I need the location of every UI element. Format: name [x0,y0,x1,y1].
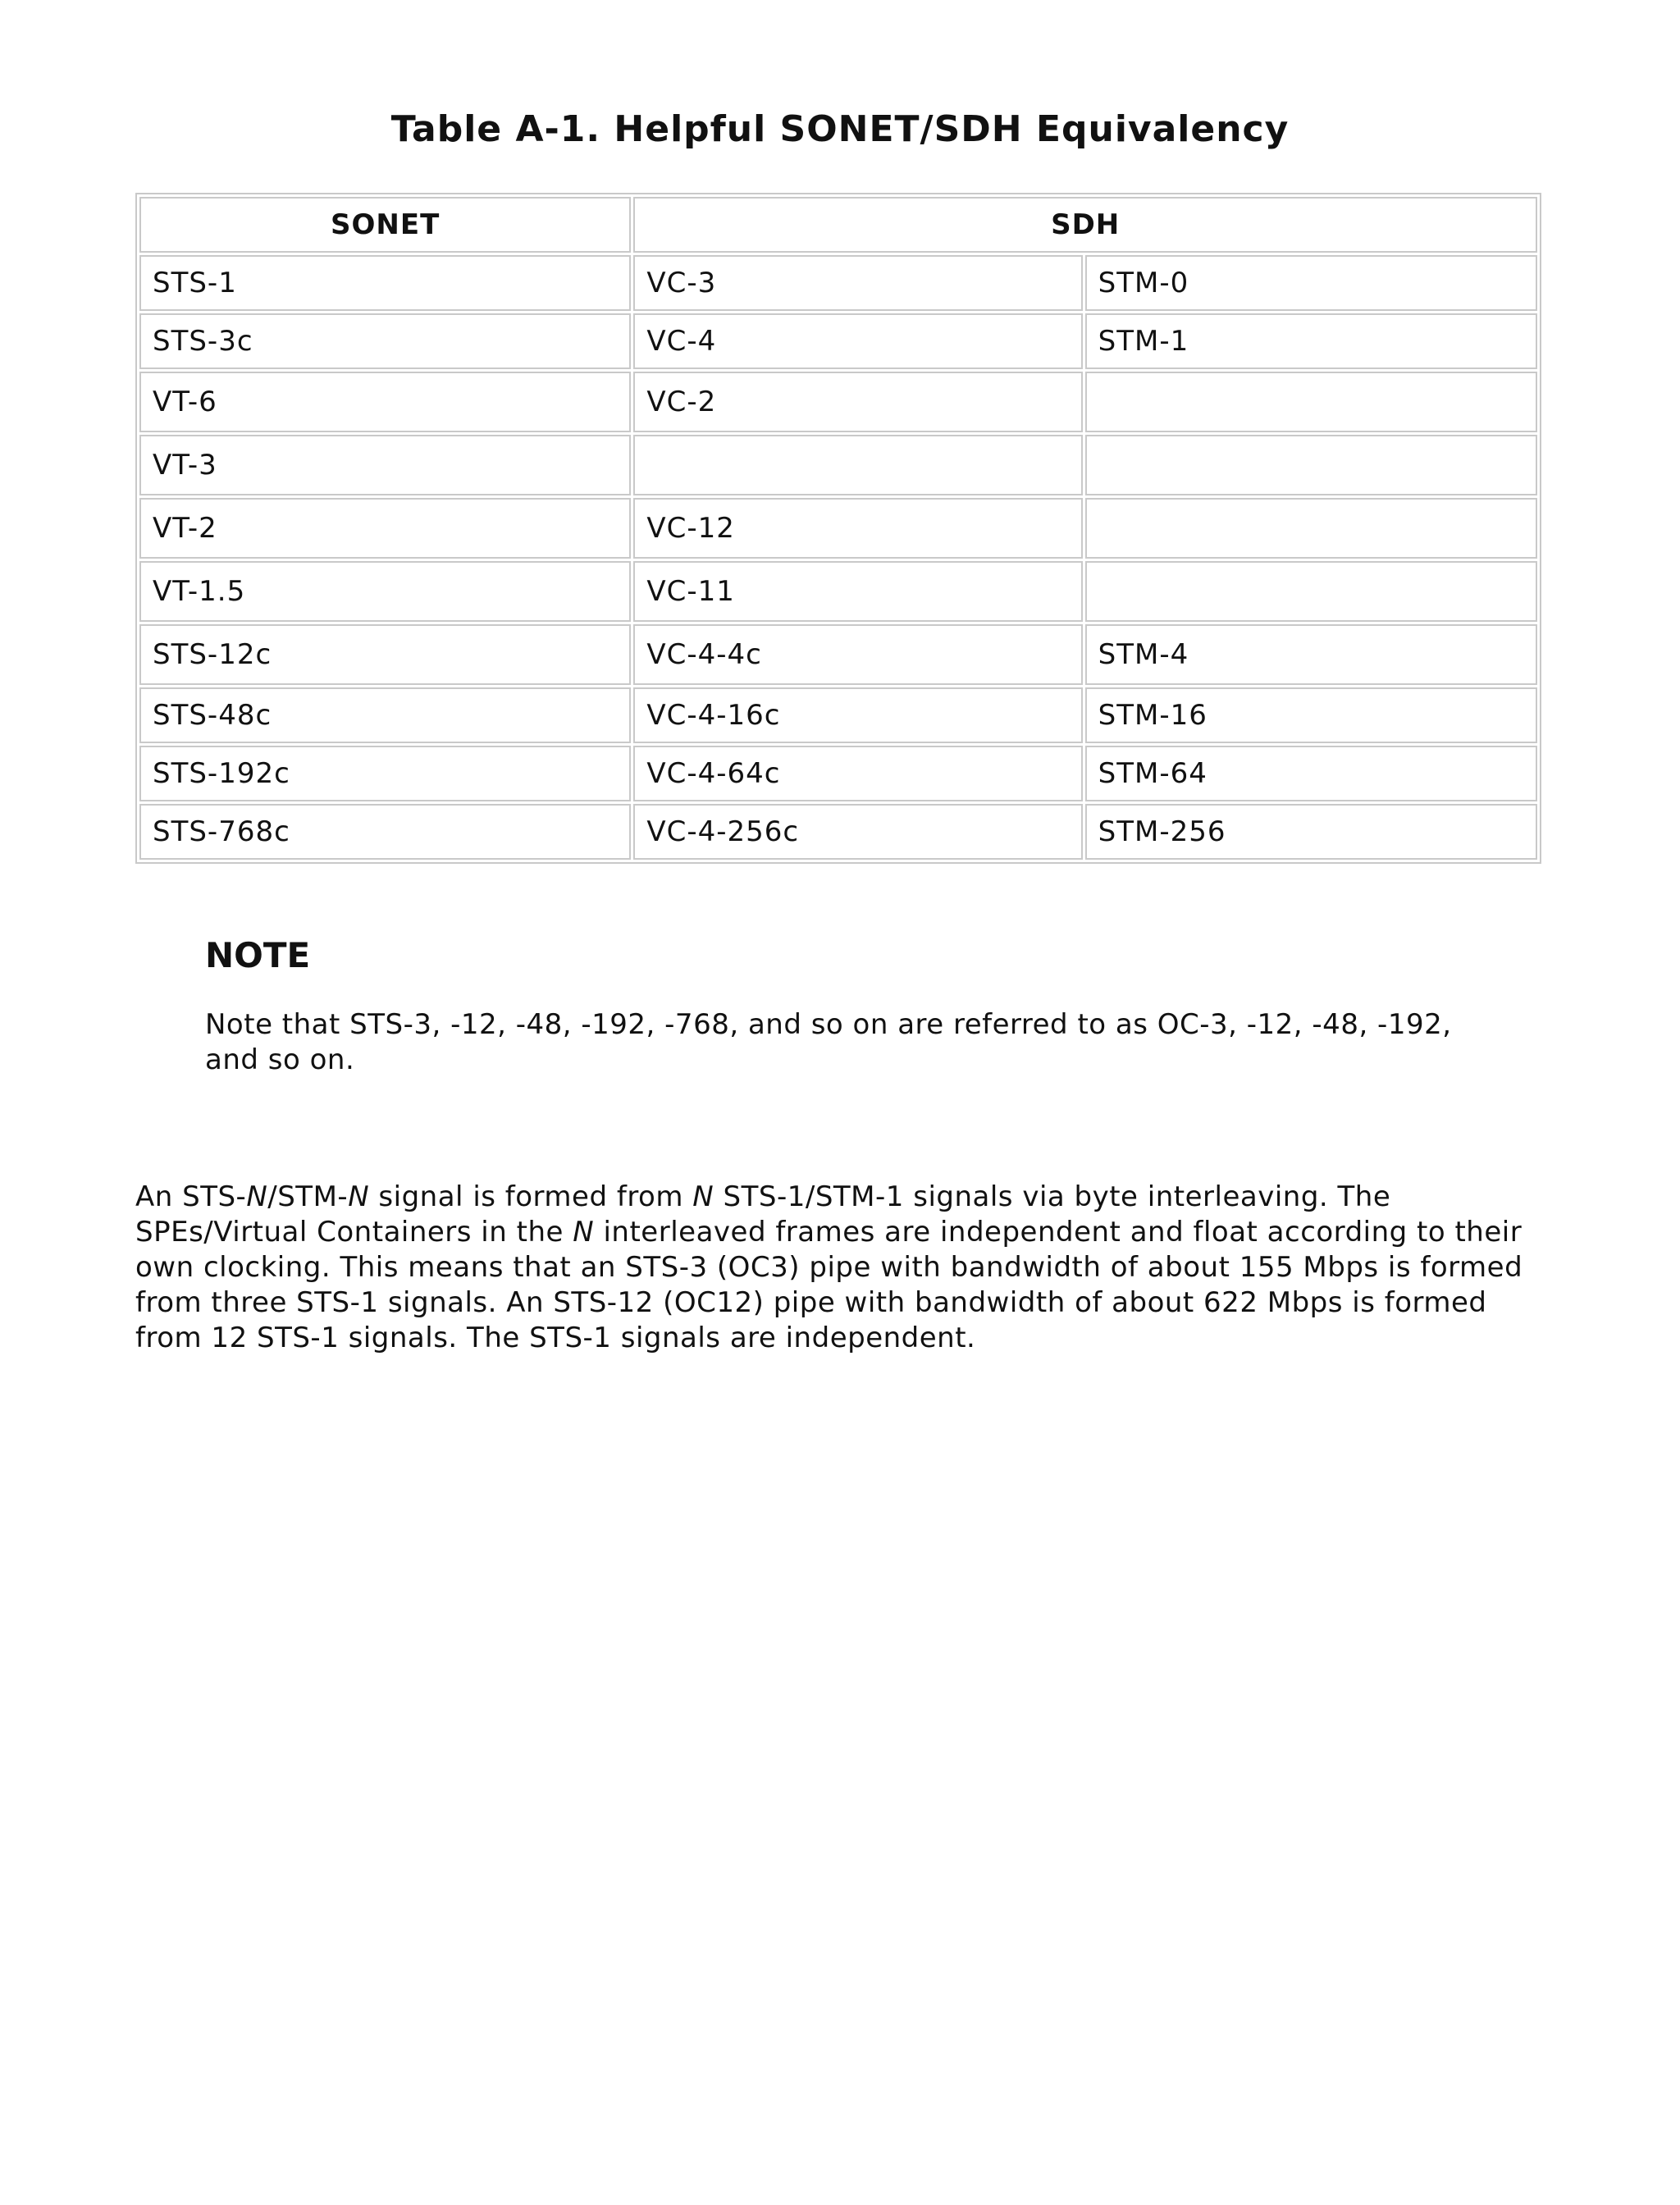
sonet-sdh-table [135,193,1541,864]
cell-sonet: STS-12c [139,624,631,685]
paragraph-text: STS-1/STM-1 signals via byte interleaving. The SPEs/Virtual Containers in the [135,1180,1391,1249]
table-row [139,746,1537,801]
header-sonet: SONET [139,197,631,253]
cell-sonet: VT-2 [139,498,631,559]
cell-sdh-stm: STM-256 [1085,804,1537,860]
table-row [139,561,1537,622]
table-row [139,313,1537,369]
cell-sdh-vc: VC-4-16c [633,687,1082,743]
cell-sonet: STS-48c [139,687,631,743]
cell-sdh-stm: STM-4 [1085,624,1537,685]
table-row [139,687,1537,743]
cell-sdh-vc: VC-3 [633,255,1082,311]
cell-sdh-vc: VC-4-64c [633,746,1082,801]
cell-sonet: STS-768c [139,804,631,860]
paragraph-var-n: N [246,1180,268,1213]
table-row [139,624,1537,685]
cell-sonet: STS-192c [139,746,631,801]
paragraph-var-n: N [348,1180,370,1213]
cell-sonet: VT-3 [139,435,631,495]
paragraph-text: /STM- [267,1180,349,1213]
table-row [139,435,1537,495]
table-header-row [139,197,1537,253]
cell-sdh-stm: STM-1 [1085,313,1537,369]
paragraph-text: signal is formed from [369,1180,693,1213]
page-title: Table A-1. Helpful SONET/SDH Equivalency [390,108,1290,150]
cell-sdh-stm: STM-16 [1085,687,1537,743]
cell-sdh-stm: STM-0 [1085,255,1537,311]
cell-sonet: VT-6 [139,372,631,432]
header-sdh: SDH [633,197,1537,253]
paragraph-text: An STS- [135,1180,247,1213]
cell-sdh-stm [1085,498,1537,559]
table-row [139,804,1537,860]
cell-sdh-vc: VC-4 [633,313,1082,369]
paragraph-var-n: N [573,1216,595,1249]
paragraph-text: interleaved frames are independent and float according to their own clocking. This means that an STS-3 (OC3) pipe with bandwidth of about 155 Mbps is formed from three STS-1 signals. An STS-12 (OC12) pipe with bandwidth of about 622 Mbps is formed from 12 STS-1 signals. The STS-1 signals are independent. [135,1216,1523,1354]
cell-sonet: STS-3c [139,313,631,369]
cell-sonet: VT-1.5 [139,561,631,622]
cell-sdh-stm: STM-64 [1085,746,1537,801]
table-row [139,372,1537,432]
cell-sdh-vc [633,435,1082,495]
cell-sdh-vc: VC-2 [633,372,1082,432]
cell-sdh-vc: VC-4-4c [633,624,1082,685]
cell-sdh-stm [1085,435,1537,495]
table-row [139,255,1537,311]
table-row [139,498,1537,559]
cell-sdh-stm [1085,372,1537,432]
paragraph-var-n: N [692,1180,714,1213]
cell-sdh-stm [1085,561,1537,622]
cell-sdh-vc: VC-12 [633,498,1082,559]
note-heading: NOTE [205,935,311,975]
body-paragraph [135,1180,1550,1356]
note-text: Note that STS-3, -12, -48, -192, -768, and so on are referred to as OC-3, -12, -48, -192, and so on. [205,1008,1452,1076]
cell-sdh-vc: VC-11 [633,561,1082,622]
cell-sdh-vc: VC-4-256c [633,804,1082,860]
cell-sonet: STS-1 [139,255,631,311]
